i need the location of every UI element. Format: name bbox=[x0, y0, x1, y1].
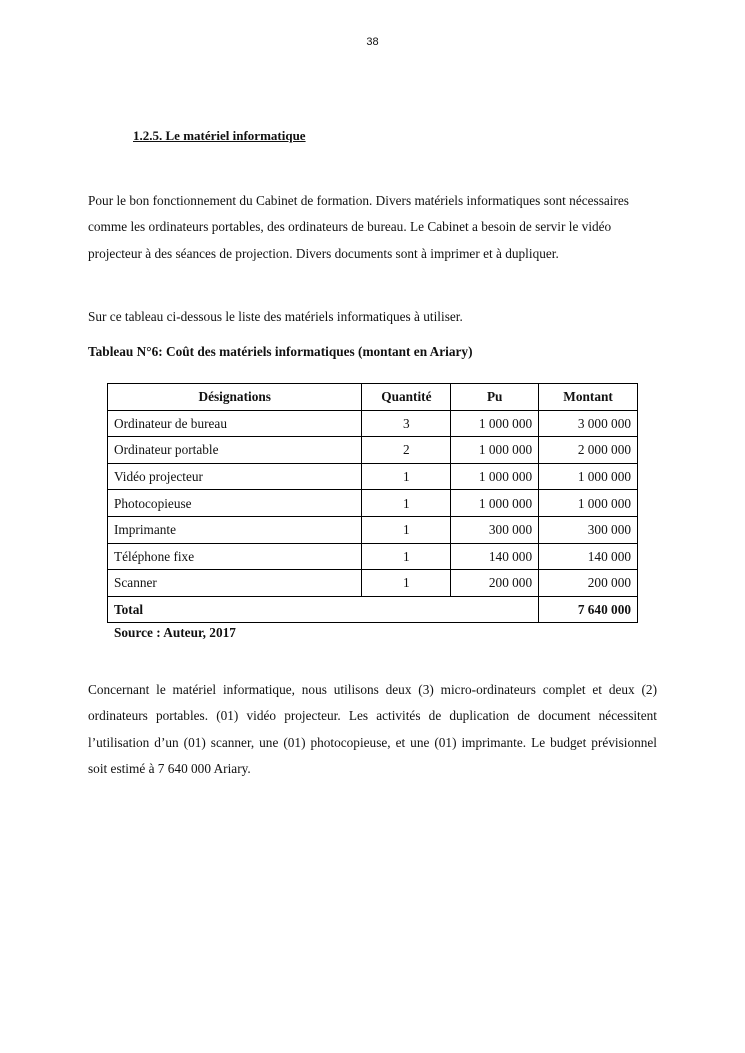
cell-quantity: 1 bbox=[362, 463, 451, 490]
cell-designation: Imprimante bbox=[108, 516, 362, 543]
conclusion-paragraph: Concernant le matériel informatique, nous utilisons deux (3) micro-ordinateurs complet et deux (2) ordinateurs portables. (01) vidéo projecteur. Les activités de duplication de document nécessitent l’utilisation d’un (01) scanner, une (01) photocopieuse, et une (01) imprimante. Le budget prévisionnel soit estimé à 7 640 000 Ariary. bbox=[88, 682, 657, 776]
cell-designation: Scanner bbox=[108, 570, 362, 597]
cell-pu: 1 000 000 bbox=[451, 490, 539, 517]
header-designation: Désignations bbox=[108, 384, 362, 411]
cell-amount: 140 000 bbox=[539, 543, 638, 570]
table-row bbox=[108, 570, 638, 597]
table-total-row bbox=[108, 596, 638, 623]
cell-amount: 1 000 000 bbox=[539, 463, 638, 490]
table-caption: Tableau N°6: Coût des matériels informatiques (montant en Ariary) bbox=[88, 344, 473, 359]
cell-amount: 300 000 bbox=[539, 516, 638, 543]
cell-pu: 1 000 000 bbox=[451, 437, 539, 464]
cell-amount: 3 000 000 bbox=[539, 410, 638, 437]
table-row bbox=[108, 543, 638, 570]
cell-quantity: 1 bbox=[362, 570, 451, 597]
cell-quantity: 2 bbox=[362, 437, 451, 464]
cell-pu: 200 000 bbox=[451, 570, 539, 597]
header-amount: Montant bbox=[539, 384, 638, 411]
table-row bbox=[108, 410, 638, 437]
cell-pu: 300 000 bbox=[451, 516, 539, 543]
section-heading: 1.2.5. Le matériel informatique bbox=[133, 128, 306, 143]
cell-amount: 2 000 000 bbox=[539, 437, 638, 464]
table-row bbox=[108, 516, 638, 543]
cell-designation: Photocopieuse bbox=[108, 490, 362, 517]
cell-amount: 200 000 bbox=[539, 570, 638, 597]
table-header-row bbox=[108, 384, 638, 411]
cell-designation: Ordinateur portable bbox=[108, 437, 362, 464]
cell-quantity: 1 bbox=[362, 516, 451, 543]
cell-pu: 1 000 000 bbox=[451, 463, 539, 490]
page-number: 38 bbox=[366, 36, 379, 48]
total-label: Total bbox=[108, 596, 539, 623]
cell-pu: 140 000 bbox=[451, 543, 539, 570]
cell-quantity: 1 bbox=[362, 490, 451, 517]
cell-designation: Téléphone fixe bbox=[108, 543, 362, 570]
cost-table bbox=[107, 383, 638, 623]
intro-paragraph: Pour le bon fonctionnement du Cabinet de formation. Divers matériels informatiques sont nécessaires comme les ordinateurs portables, des ordinateurs de bureau. Le Cabinet a besoin de servir le vidéo projecteur à des séances de projection. Divers documents sont à imprimer et à dupliquer. bbox=[88, 193, 629, 261]
header-pu: Pu bbox=[451, 384, 539, 411]
cell-quantity: 1 bbox=[362, 543, 451, 570]
table-row bbox=[108, 490, 638, 517]
cell-pu: 1 000 000 bbox=[451, 410, 539, 437]
cell-amount: 1 000 000 bbox=[539, 490, 638, 517]
cell-designation: Vidéo projecteur bbox=[108, 463, 362, 490]
table-intro-paragraph: Sur ce tableau ci-dessous le liste des matériels informatiques à utiliser. bbox=[88, 309, 463, 324]
table-row bbox=[108, 463, 638, 490]
cell-quantity: 3 bbox=[362, 410, 451, 437]
total-amount: 7 640 000 bbox=[539, 596, 638, 623]
cell-designation: Ordinateur de bureau bbox=[108, 410, 362, 437]
table-source: Source : Auteur, 2017 bbox=[114, 625, 236, 640]
header-quantity: Quantité bbox=[362, 384, 451, 411]
table-row bbox=[108, 437, 638, 464]
